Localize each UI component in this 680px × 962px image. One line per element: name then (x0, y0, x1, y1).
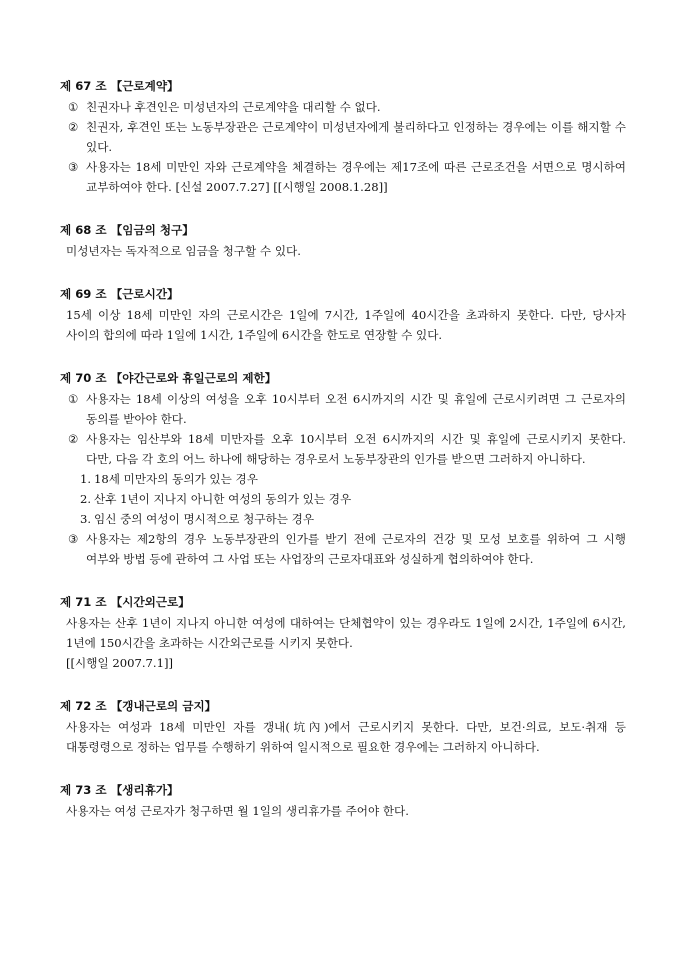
item-text: 친권자, 후견인 또는 노동부장관은 근로계약이 미성년자에게 불리하다고 인정하는 경우에는 이를 해지할 수 있다. (86, 120, 626, 154)
article-heading (60, 368, 626, 389)
article-number: 제 67 조 (60, 79, 107, 93)
article-body: 사용자는 여성과 18세 미만인 자를 갱내(坑內)에서 근로시키지 못한다. 다만, 보건·의료, 보도·취재 등 대통령령으로 정하는 업무를 수행하기 위하여 일시적으로 필요한 경우에는 그러하지 아니하다. (66, 720, 626, 754)
paragraph-item (60, 389, 626, 429)
item-marker: ② (68, 120, 79, 134)
article-body: 15세 이상 18세 미만인 자의 근로시간은 1일에 7시간, 1주일에 40시간을 초과하지 못한다. 다만, 당사자 사이의 합의에 따라 1일에 1시간, 1주일에 6시간을 한도로 연장할 수 있다. (66, 308, 626, 342)
law-document (60, 76, 626, 844)
paragraph-item (60, 429, 626, 469)
item-marker: 1. (80, 472, 92, 486)
article-number: 제 73 조 (60, 783, 107, 797)
article-title: 【근로시간】 (110, 287, 179, 301)
article-72 (60, 696, 626, 757)
article-title: 【생리휴가】 (110, 783, 179, 797)
item-text: 산후 1년이 지나지 아니한 여성의 동의가 있는 경우 (94, 492, 352, 506)
article-67 (60, 76, 626, 197)
article-heading (60, 284, 626, 305)
article-number: 제 68 조 (60, 223, 107, 237)
article-number: 제 71 조 (60, 595, 107, 609)
item-text: 18세 미만자의 동의가 있는 경우 (94, 472, 258, 486)
article-71 (60, 592, 626, 673)
article-70 (60, 368, 626, 569)
article-heading (60, 696, 626, 717)
item-marker: ③ (68, 160, 79, 174)
article-69 (60, 284, 626, 345)
item-text: 임신 중의 여성이 명시적으로 청구하는 경우 (94, 512, 315, 526)
item-marker: 2. (80, 492, 92, 506)
article-number: 제 70 조 (60, 371, 107, 385)
article-body: 미성년자는 독자적으로 임금을 청구할 수 있다. (66, 244, 301, 258)
subparagraph-item (60, 469, 626, 489)
subparagraph-item (60, 509, 626, 529)
item-text: 사용자는 18세 미만인 자와 근로계약을 체결하는 경우에는 제17조에 따른 근로조건을 서면으로 명시하여 교부하여야 한다. [신설 2007.7.27] [[시행일 2008.1.28]] (86, 160, 626, 194)
item-marker: ③ (68, 532, 79, 546)
article-body: 사용자는 산후 1년이 지나지 아니한 여성에 대하여는 단체협약이 있는 경우라도 1일에 2시간, 1주일에 6시간, 1년에 150시간을 초과하는 시간외근로를 시키지 못한다. (66, 616, 626, 650)
item-text: 친권자나 후견인은 미성년자의 근로계약을 대리할 수 없다. (86, 100, 381, 114)
article-number: 제 69 조 (60, 287, 107, 301)
article-title: 【근로계약】 (110, 79, 179, 93)
article-73 (60, 780, 626, 821)
item-marker: ② (68, 432, 79, 446)
article-68 (60, 220, 626, 261)
item-text: 사용자는 임산부와 18세 미만자를 오후 10시부터 오전 6시까지의 시간 및 휴일에 근로시키지 못한다. 다만, 다음 각 호의 어느 하나에 해당하는 경우로서 노동부장관의 인가를 받으면 그러하지 아니하다. (86, 432, 626, 466)
subparagraph-item (60, 489, 626, 509)
item-marker: ① (68, 100, 79, 114)
article-title: 【시간외근로】 (110, 595, 190, 609)
item-text: 사용자는 제2항의 경우 노동부장관의 인가를 받기 전에 근로자의 건강 및 모성 보호를 위하여 그 시행 여부와 방법 등에 관하여 그 사업 또는 사업장의 근로자대표와 성실하게 협의하여야 한다. (86, 532, 626, 566)
paragraph-item (60, 117, 626, 157)
paragraph-item (60, 157, 626, 197)
article-heading (60, 592, 626, 613)
paragraph-item (60, 529, 626, 569)
article-body: 사용자는 여성 근로자가 청구하면 월 1일의 생리휴가를 주어야 한다. (66, 804, 409, 818)
article-title: 【갱내근로의 금지】 (110, 699, 217, 713)
article-heading (60, 780, 626, 801)
article-heading (60, 220, 626, 241)
item-text: 사용자는 18세 이상의 여성을 오후 10시부터 오전 6시까지의 시간 및 휴일에 근로시키려면 그 근로자의 동의를 받아야 한다. (86, 392, 626, 426)
article-title: 【임금의 청구】 (110, 223, 194, 237)
paragraph-item (60, 97, 626, 117)
article-title: 【야간근로와 휴일근로의 제한】 (110, 371, 277, 385)
article-number: 제 72 조 (60, 699, 107, 713)
enforcement-note: [[시행일 2007.7.1]] (66, 656, 174, 670)
item-marker: ① (68, 392, 79, 406)
article-heading (60, 76, 626, 97)
item-marker: 3. (80, 512, 92, 526)
